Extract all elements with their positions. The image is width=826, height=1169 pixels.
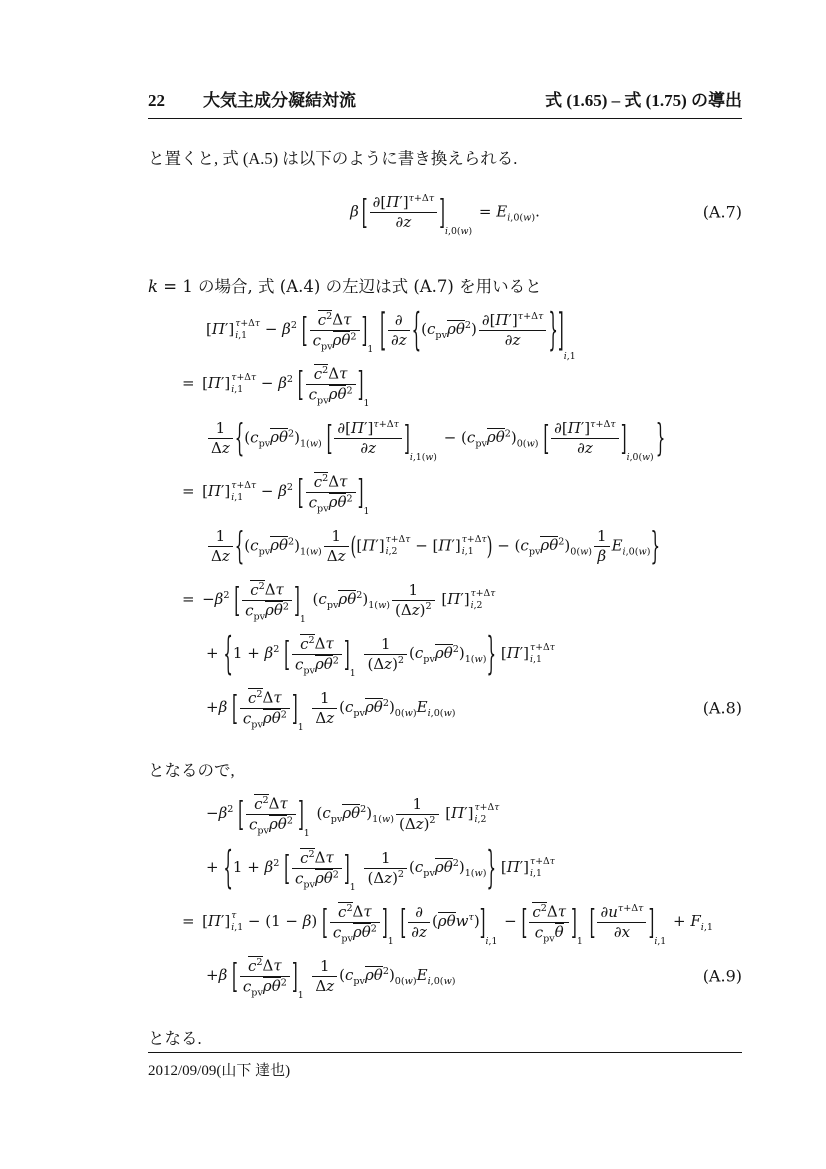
equation-a8-row-8-math: +β [ $\frac{c^2\Delta\tau}{c_{pv}\rho\theta^2}$ ]1 $\frac{1}{\Delta z}$ $(c_{pv}\rho\theta^2)_{0(w)}E_{i,0(w)}$ xyxy=(206,687,456,734)
equation-a7-label: (A.7) xyxy=(702,202,742,222)
equation-a9-row-3-math: = [Π′] τ i,1 − (1 − β) [ $\frac{c^2\Delta\tau}{c_{pv}\rho\theta^2}$ ]1 [ $\frac{\partial}{\partial z}$ (ρθw$^\tau$)]i,1 − [ $\frac{c^2\Delta\tau}{c_{pv}\theta}$ ]1 [ $\frac{\partial u^{\tau+\Delta\tau}}{\partial x}$ ]$i,1 + F_{i,1}$ xyxy=(182,901,713,948)
equation-a8-row-6-math: = $-\beta^2$ [ $\frac{c^2\Delta\tau}{c_{pv}\rho\theta^2}$ ]1 $(c_{pv}\rho\theta^2)_{1(w)}$ $\frac{1}{(\Delta z)^2}$ [Π′] τ+Δτ i,2 xyxy=(182,579,496,626)
equation-a8-row-3-math: $\frac{1}{\Delta z}$ {$(c_{pv}\rho\theta^2)_{1(w)}$ [ $\frac{\partial[\Pi']^{\tau+\Delta\tau}}{\partial z}$ ]$i,1(w) - (c_{pv}\rho\theta^2)_{0(w)}$ [ $\frac{\partial[\Pi']^{\tau+\Delta\tau}}{\partial z}$ ]i,0(w) } xyxy=(206,419,665,458)
equation-a8-row-2-math: = [Π′] τ+Δτ i,1 − $\beta^2$ [ $\frac{c^2\Delta\tau}{c_{pv}\rho\theta^2}$ ]1 xyxy=(182,363,370,410)
paragraph-intro: と置くと, 式 (A.5) は以下のように書き換えられる. xyxy=(148,149,518,168)
running-title-left: 大気主成分凝結対流 xyxy=(203,91,356,110)
page-footer xyxy=(148,1052,742,1080)
page-header xyxy=(148,86,742,111)
equation-a8-row-1-math: [Π′] τ+Δτ i,1 − $\beta^2$ [ $\frac{c^2\Delta\tau}{c_{pv}\rho\theta^2}$ ]1 [ $\frac{\partial}{\partial z}$ {$(c_{pv}\rho\theta^2)$ $\frac{\partial[\Pi']^{\tau+\Delta\tau}}{\partial z}$ }]i,1 xyxy=(206,303,576,363)
equation-row xyxy=(182,357,742,411)
equation-a9 xyxy=(148,787,742,1003)
equation-row xyxy=(182,895,742,949)
page-number: 22 xyxy=(148,91,165,110)
equation-row xyxy=(206,303,742,363)
footer-date-author: 2012/09/09(山下 達也) xyxy=(148,1063,291,1079)
equation-row xyxy=(182,465,742,519)
equation-a9-row-1-math: $-\beta^2$ [ $\frac{c^2\Delta\tau}{c_{pv}\rho\theta^2}$ ]1 $(c_{pv}\rho\theta^2)_{1(w)}$ $\frac{1}{(\Delta z)^2}$ [Π′] τ+Δτ i,2 xyxy=(206,793,500,840)
paragraph-k1-case: k = 1 の場合, 式 (A.4) の左辺は式 (A.7) を用いると xyxy=(148,277,542,296)
equation-a8-row-7-math: + {$1 + \beta^2$ [ $\frac{c^2\Delta\tau}{c_{pv}\rho\theta^2}$ ]1 $\frac{1}{(\Delta z)^2}$ $(c_{pv}\rho\theta^2)_{1(w)}$} [Π′] τ+Δτ i,1 xyxy=(206,627,555,681)
equation-a9-row-2-math: + {$1 + \beta^2$ [ $\frac{c^2\Delta\tau}{c_{pv}\rho\theta^2}$ ]1 $\frac{1}{(\Delta z)^2}$ $(c_{pv}\rho\theta^2)_{1(w)}$} [Π′] τ+Δτ i,1 xyxy=(206,841,555,895)
equation-a8-row-4-math: = [Π′] τ+Δτ i,1 − $\beta^2$ [ $\frac{c^2\Delta\tau}{c_{pv}\rho\theta^2}$ ]1 xyxy=(182,471,370,518)
equation-row xyxy=(206,949,742,1003)
equation-a7 xyxy=(148,173,742,251)
page-content xyxy=(148,86,742,1049)
equation-a7-math: β [ $\frac{\partial[\Pi']^{\tau+\Delta\tau}}{\partial z}$ ]$i,0(w) = E_{i,0(w)}$. xyxy=(350,191,540,238)
equation-a8 xyxy=(148,303,742,735)
equation-row xyxy=(182,573,742,627)
equation-a9-label: (A.9) xyxy=(702,966,742,986)
equation-row xyxy=(206,841,742,895)
equation-a8-row-5-math: $\frac{1}{\Delta z}$ {$(c_{pv}\rho\theta^2)_{1(w)}$ $\frac{1}{\Delta z}$ ([Π′] τ+Δτ i,2 − [Π′] τ+Δτ i,1 ) − $(c_{pv}\rho\theta^2)_{0(w)}$ $\frac{1}{\beta}$ $E_{i,0(w)}$} xyxy=(206,527,660,566)
paragraph-tonarunode: となるので, xyxy=(148,761,235,780)
equation-row xyxy=(206,787,742,841)
equation-row xyxy=(206,519,742,573)
equation-row xyxy=(206,627,742,681)
equation-row xyxy=(206,681,742,735)
running-title-right: 式 (1.65) – 式 (1.75) の導出 xyxy=(545,91,742,110)
footer-rule xyxy=(148,1052,742,1053)
paragraph-tonaru: となる. xyxy=(148,1029,202,1048)
equation-a8-label: (A.8) xyxy=(702,698,742,718)
equation-row xyxy=(206,411,742,465)
header-rule xyxy=(148,118,742,119)
equation-a9-row-4-math: +β [ $\frac{c^2\Delta\tau}{c_{pv}\rho\theta^2}$ ]1 $\frac{1}{\Delta z}$ $(c_{pv}\rho\theta^2)_{0(w)}E_{i,0(w)}$ xyxy=(206,955,456,1002)
